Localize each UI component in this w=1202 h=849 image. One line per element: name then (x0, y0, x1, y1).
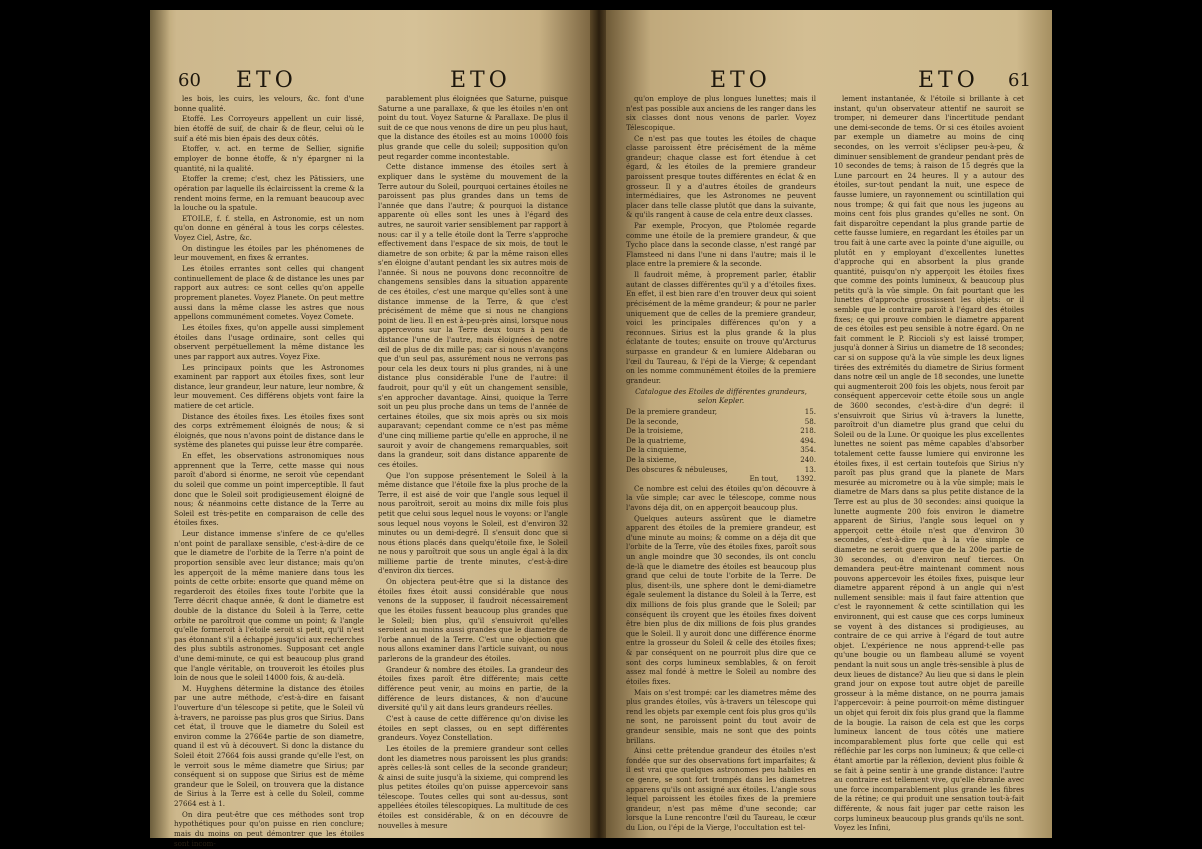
paragraph: Distance des étoiles fixes. Les étoiles fixes sont des corps extrêmement éloignés de nous; & si éloignés, que nous n'avons point de distance dans le système des planetes qui puisse leur être comparée. (174, 411, 364, 450)
paragraph: Par exemple, Procyon, que Ptolomée regarde comme une étoile de la premiere grandeur, & que Tycho place dans la seconde classe, n'est rangé par Flamsteed ni dans l'une ni dans l'autre; mais il le place entre la premiere & la seconde. (626, 221, 816, 269)
catalog-value: 13. (804, 464, 816, 474)
paragraph: On dira peut-être que ces méthodes sont trop hypothétiques pour qu'on puisse en rien conclure; mais du moins on peut démontrer que les étoiles sont incom- (174, 809, 364, 848)
paragraph: Les étoiles errantes sont celles qui changent continuellement de place & de distance les unes par rapport aux autres: ce sont celles qu'on appelle proprement planetes. Voyez Planete. On peut mettre aussi dans la même classe les astres que nous appellons communément cometes. Voyez Comete. (174, 264, 364, 322)
paragraph: Les étoiles de la premiere grandeur sont celles dont les diametres nous paroissent les plus grands: après celles-là sont celles de la seconde grandeur; & ainsi de suite jusqu'à la sixieme, qui comprend les plus petites étoiles qu'on puisse appercevoir sans télescope. Toutes celles qui sont au-dessus, sont appellées étoiles télescopiques. La multitude de ces étoiles est considérable, & on en découvre de nouvelles à mesure (378, 743, 568, 830)
left-page (150, 10, 592, 848)
catalog-label: De la premiere grandeur, (626, 406, 717, 416)
paragraph: Cette distance immense des étoiles sert à expliquer dans le système du mouvement de la Terre autour du Soleil, pourquoi certaines étoiles ne paroissent pas plus grandes dans un tems de l'année que dans l'autre; & pourquoi la distance apparente où elles sont les unes à l'égard des autres, ne sauroit varier sensiblement par rapport à nous: car il y a telle étoile dont la Terre s'approche effectivement dans l'espace de six mois, de tout le diametre de son orbite; & par la même raison elles s'en éloigne d'autant pendant les six autres mois de l'année. Si nous ne pouvons donc reconnoître de changemens sensibles dans la situation apparente de ces étoiles, c'est une marque qu'elles sont à une distance immense de la Terre, & que c'est précisément de même que si nous ne changions point de lieu. Il en est à-peu-près ainsi, lorsque nous appercevons sur la Terre deux tours à peu de distance l'une de l'autre, mais éloignées de notre œil de plus de dix mille pas; car si nous n'avançons que d'un seul pas, assurément nous ne verrons pas pour cela les deux tours ni plus grandes, ni à une distance plus considérable l'une de l'autre: il faudroit, pour qu'il y eût un changement sensible, s'en approcher davantage. Ainsi, quoique la Terre soit un peu plus proche dans un tems de l'année de certaines étoiles, que six mois après ou six mois auparavant; cependant comme ce n'est pas même d'une cinq millieme partie qu'elle en approche, il ne sauroit y avoir de changemens remarquables, soit dans la grandeur, soit dans distance apparente de ces étoiles. (378, 162, 568, 469)
running-header: ETO (710, 68, 771, 93)
running-header: ETO (450, 68, 511, 93)
catalog-value: 58. (804, 416, 816, 426)
catalog-label: De la quatrieme, (626, 435, 687, 445)
paragraph: Etoffer, v. act. en terme de Sellier, signifie employer de bonne étoffe, & n'y épargner ni la quantité, ni la qualité. (174, 144, 364, 173)
paragraph: Mais on s'est trompé: car les diametres même des plus grandes étoiles, vûs à-travers un télescope qui rend les objets par exemple cent fois plus gros qu'ils ne sont, ne paroissent point du tout avoir de grandeur sensible, mais ne sont que des points brillans. (626, 687, 816, 745)
catalog-row (626, 417, 816, 427)
catalog-row (626, 445, 816, 455)
paragraph: M. Huyghens détermine la distance des étoiles par une autre méthode, c'est-à-dire en faisant l'ouverture d'un télescope si petite, que le Soleil vû à-travers, ne paroisse pas plus gros que Sirius. Dans cet état, il trouve que le diametre du Soleil est environ comme la 27664e partie de son diametre, quand il est vû à découvert. Si donc la distance du Soleil étoit 27664 fois aussi grande qu'elle l'est, on le verroit sous le même diametre que Sirius; par conséquent si on suppose que Sirius est de même grandeur que le Soleil, on trouvera que la distance de Sirius à la Terre est à celle du Soleil, comme 27664 est à 1. (174, 683, 364, 808)
catalog-value: 240. (800, 454, 816, 464)
book-spread (150, 10, 1052, 848)
paragraph: Ce nombre est celui des étoiles qu'on découvre à la vûe simple; car avec le télescope, comme nous l'avons déja dit, on en apperçoit beaucoup plus. (626, 483, 816, 512)
paragraph: parablement plus éloignées que Saturne, puisque Saturne a une parallaxe, & que les étoiles n'en ont point du tout. Voyez Saturne & Parallaxe. De plus il suit de ce que nous venons de dire un peu plus haut, que la distance des étoiles est au moins 10000 fois plus grande que celle du soleil; supposition qu'on peut regarder comme incontestable. (378, 94, 568, 161)
paragraph: On distingue les étoiles par les phénomenes de leur mouvement, en fixes & errantes. (174, 243, 364, 263)
text-column (834, 94, 1024, 834)
catalog-label: De la troisieme, (626, 426, 683, 436)
paragraph: Les étoiles fixes, qu'on appelle aussi simplement étoiles dans l'usage ordinaire, sont celles qui observent perpétuellement la même distance les unes par rapport aux autres. Voyez Fixe. (174, 322, 364, 361)
paragraph: lement instantanée, & l'étoile si brillante à cet instant, qu'un observateur attentif ne sauroit se tromper, ni demeurer dans l'incertitude pendant une demi-seconde de tems. Or si ces étoiles avoient par exemple un diametre au moins de cinq secondes, on les verroit s'éclipser peu-à-peu, & diminuer sensiblement de grandeur pendant près de 10 secondes de tems; à raison de 15 degrés que la Lune parcourt en 24 heures. Il y a autour des étoiles, sur-tout pendant la nuit, une espece de fausse lumiere, un rayonnement ou scintillation qui nous trompe; & qui fait que nous les jugeons au moins cent fois plus grandes qu'elles ne sont. On fait disparoître cependant la plus grande partie de cette fausse lumiere, en regardant les étoiles par un trou fait à une carte avec la pointe d'une aiguille, ou plutôt en y employant d'excellentes lunettes d'approche qui en absorbent la plus grande quantité, puisqu'on n'y apperçoit les étoiles fixes que comme des points lumineux, & beaucoup plus petits qu'à la vûe simple. On fait pourtant que les lunettes d'approche grossissent les objets: or il semble que le contraire paroît à l'égard des étoiles fixes; ce qui prouve combien le diametre apparent de ces étoiles est peu sensible à notre égard. On ne fait comment le P. Riccioli s'y est laissé tromper, jusqu'à donner à Sirius un diametre de 18 secondes; car si on suppose qu'à la vûe simple les deux lignes tirées des extrémités du diametre de Sirius forment dans notre œil un angle de 18 secondes, une lunette qui augmenteroit 200 fois les objets, nous feroit par conséquent appercevoir cette étoile sous un angle de 3600 secondes, c'est-à-dire d'un degré: il s'ensuivroit que Sirius vû à-travers la lunette, paroîtroit d'un diametre plus grand que celui du Soleil ou de la Lune. Or quoique les plus excellentes lunettes ne soient pas même capables d'absorber totalement cette fausse lumiere qui environne les étoiles fixes, il est certain toutefois que Sirius n'y paroît pas plus grand que la planete de Mars mesurée au micrometre ou à la vûe simple; mais le diametre de Mars dans sa plus petite distance de la Terre est au plus de 30 secondes: ainsi quoique la lunette augmente 200 fois environ le diametre apparent de Sirius, l'angle sous lequel on y apperçoit cette étoile n'est que d'environ 30 secondes, c'est-à-dire que à la vûe simple ce diametre ne seroit guere que de la 200e partie de 30 secondes, ou d'environ neuf tierces. On demandera peut-être maintenant comment nous pouvons appercevoir les étoiles fixes, puisque leur diametre apparent répond à un angle qui n'est nullement sensible: mais il faut faire attention que c'est le rayonnement & cette scintillation qui les environnent, qui est cause que ces corps lumineux se voyent à des distances si prodigieuses, au contraire de ce qui arrive à l'égard de tout autre objet. L'expérience ne nous apprend-t-elle pas qu'une bougie ou un flambeau allumé se voyent pendant la nuit sous un angle très-sensible à plus de deux lieues de distance? Au lieu que si dans le plein grand jour on expose tout autre objet de pareille grosseur à la même distance, on ne pourra jamais l'appercevoir: à peine pourroit-on même distinguer un objet qui feroit dix fois plus grand que la flamme de la bougie. La raison de cela est que les corps lumineux lancent de tous côtés une matiere incomparablement plus forte que celle qui est réfléchie par les corps non lumineux; & que celle-ci étant amortie par la réflexion, devient plus foible & se fait à peine sentir à une grande distance: l'autre au contraire est tellement vive, qu'elle ébranle avec une force incomparablement plus grande les fibres de la rétine; ce qui produit une sensation tout-à-fait différente, & nous fait juger par cette raison les corps lumineux beaucoup plus grands qu'ils ne sont. Voyez les Infini, (834, 94, 1024, 833)
paragraph: Grandeur & nombre des étoiles. La grandeur des étoiles fixes paroît être différente; mais cette différence peut venir, au moins en partie, de la différence de leurs distances, & non d'aucune diversité qu'il y ait dans leurs grandeurs réelles. (378, 664, 568, 713)
catalog-total-row (626, 474, 816, 484)
paragraph: Etoffer la creme; c'est, chez les Pâtissiers, une opération par laquelle ils éclaircissent la creme & la rendent moins ferme, en la remuant beaucoup avec la louche ou la spatule. (174, 174, 364, 213)
catalog-row (626, 407, 816, 417)
right-page (606, 10, 1052, 838)
page-number: 61 (1008, 70, 1031, 91)
paragraph: Ce n'est pas que toutes les étoiles de chaque classe paroissent être précisément de la même grandeur; chaque classe est fort étendue à cet égard, & les étoiles de la premiere grandeur paroissent presque toutes différentes en éclat & en grosseur. Il y a d'autres étoiles de grandeurs intermédiaires, que les Astronomes ne peuvent placer dans telle classe plutôt que dans la suivante, & qu'ils rangent à cause de cela entre deux classes. (626, 133, 816, 220)
catalog-label: De la cinquieme, (626, 445, 687, 455)
paragraph: Les principaux points que les Astronomes examinent par rapport aux étoiles fixes, sont leur distance, leur grandeur, leur nature, leur nombre, & leur mouvement. Ces différens objets vont faire la matiere de cet article. (174, 362, 364, 410)
star-catalog-table (626, 407, 816, 484)
catalog-value: 218. (800, 426, 816, 436)
paragraph: Il faudroit même, à proprement parler, établir autant de classes différentes qu'il y a d'étoiles fixes. En effet, il est bien rare d'en trouver deux qui soient précisément de la même grandeur; & pour ne parler uniquement que de celles de la premiere grandeur, voici les principales différences qu'on y a reconnues. Sirius est la plus grande & la plus éclatante de toutes; ensuite on trouve qu'Arcturus surpasse en grandeur & en lumiere Aldebaran ou l'œil du Taureau, & l'épi de la Vierge; & cependant on les nomme communément étoiles de la premiere grandeur. (626, 270, 816, 385)
paragraph: Etoffé. Les Corroyeurs appellent un cuir lissé, bien étoffé de suif, de chair & de fleur, celui où le suif a été mis bien épais des deux côtés. (174, 114, 364, 143)
text-column (626, 94, 816, 834)
catalog-label: De la seconde, (626, 416, 679, 426)
text-column (174, 94, 364, 849)
catalog-label: De la sixieme, (626, 454, 677, 464)
catalog-value: 15. (804, 406, 816, 416)
catalog-total-label: En tout, (749, 474, 779, 484)
paragraph: C'est à cause de cette différence qu'on divise les étoiles en sept classes, ou en sept différentes grandeurs. Voyez Constellation. (378, 713, 568, 743)
paragraph: les bois, les cuirs, les velours, &c. font d'une bonne qualité. (174, 94, 364, 113)
catalog-label: Des obscures & nébuleuses, (626, 464, 728, 474)
paragraph: qu'on employe de plus longues lunettes; mais il n'est pas possible aux anciens de les ranger dans les six classes dont nous venons de parler. Voyez Télescopique. (626, 94, 816, 132)
paragraph: On objectera peut-être que si la distance des étoiles fixes étoit aussi considérable que nous venons de la supposer, il faudroit nécessairement que les étoiles fussent beaucoup plus grandes que le Soleil; bien plus, qu'il s'ensuivroit qu'elles seroient au moins aussi grandes que le diametre de l'orbe annuel de la Terre. C'est une objection que nous allons examiner dans l'article suivant, ou nous parlerons de la grandeur des étoiles. (378, 577, 568, 663)
paragraph: Ainsi cette prétendue grandeur des étoiles n'est fondée que sur des observations fort imparfaites; & il est vrai que quelques astronomes peu habiles en ce genre, se sont fort trompés dans les diametres apparens qu'ils ont assigné aux étoiles. L'angle sous lequel paroissent les étoiles fixes de la premiere grandeur, n'est pas même d'une seconde; car lorsque la Lune rencontre l'œil du Taureau, le cœur du Lion, ou l'épi de la Vierge, l'occultation est tel- (626, 746, 816, 833)
catalog-row (626, 426, 816, 436)
paragraph: Que l'on suppose présentement le Soleil à la même distance que l'étoile fixe la plus proche de la Terre, il est aisé de voir que l'angle sous lequel il nous paroîtroit, seroit au moins dix mille fois plus petit que celui sous lequel nous le voyons: or l'angle sous lequel nous voyons le Soleil, est d'environ 32 minutes ou un demi-degré. Il s'ensuit donc que si nous étions placés dans quelqu'étoile fixe, le Soleil ne nous y paroîtroit que sous un angle égal à la dix millieme partie de trente minutes, c'est-à-dire d'environ dix tierces. (378, 470, 568, 576)
paragraph: ETOILE, f. f. stella, en Astronomie, est un nom qu'on donne en général à tous les corps célestes. Voyez Ciel, Astre, &c. (174, 213, 364, 243)
catalog-row (626, 465, 816, 475)
page-number: 60 (178, 70, 201, 91)
catalog-total-value: 1392. (795, 474, 816, 484)
catalog-value: 494. (800, 435, 816, 445)
running-header: ETO (236, 68, 297, 93)
paragraph: Leur distance immense s'infere de ce qu'elles n'ont point de parallaxe sensible, c'est-à-dire de ce que le diametre de l'orbite de la Terre n'a point de proportion sensible avec leur distance; mais qu'on les apperçoit de la même maniere dans tous les points de cette orbite: ensorte que quand même on regarderoit des étoiles fixes toute l'orbite que la Terre décrit chaque année, & dont le diametre est double de la distance du Soleil à la Terre, cette orbite ne paroîtroit que comme un point; & l'angle qu'elle formeroit à l'étoile seroit si petit, qu'il n'est pas étonnant s'il a échappé jusqu'ici aux recherches des plus subtils astronomes. Supposant cet angle d'une demi-minute, ce qui est beaucoup plus grand que l'angle véritable, on trouveroit les étoiles plus loin de nous que le soleil 14000 fois, & au-delà. (174, 529, 364, 683)
catalog-row (626, 455, 816, 465)
catalog-value: 354. (800, 445, 816, 455)
catalog-row (626, 436, 816, 446)
page-edge-shadow (150, 10, 170, 838)
catalog-title: Catalogue des Etoiles de différentes grandeurs, selon Kepler. (635, 386, 807, 406)
paragraph: Quelques auteurs assûrent que le diametre apparent des étoiles de la premiere grandeur, est d'une minute au moins; & comme on a déja dit que l'orbite de la Terre, vûe des étoiles fixes, paroît sous un angle moindre que 30 secondes, ils ont conclu de-là que le diametre des étoiles est beaucoup plus grand que celui de toute l'orbite de la Terre. De plus, disent-ils, une sphere dont le demi-diametre égale seulement la distance du Soleil à la Terre, est dix millions de fois plus grande que le Soleil; par conséquent ils croyent que les étoiles fixes doivent être bien plus de dix millions de fois plus grandes que le Soleil. Il y auroit donc une différence énorme entre la grosseur du Soleil & celle des étoiles fixes; & par conséquent on ne pourroit plus dire que ce sont des corps lumineux semblables, & on feroit assez mal fondé à mettre le Soleil au nombre des étoiles fixes. (626, 513, 816, 686)
running-header: ETO (918, 68, 979, 93)
paragraph: En effet, les observations astronomiques nous apprennent que la Terre, cette masse qui nous paroît d'abord si énorme, ne seroit vûe cependant du soleil que comme un point imperceptible. Il faut donc que le Soleil soit prodigieusement éloigné de nous; & néanmoins cette distance de la Terre au Soleil est très-petite en comparaison de celle des étoiles fixes. (174, 451, 364, 528)
text-column (378, 94, 568, 831)
